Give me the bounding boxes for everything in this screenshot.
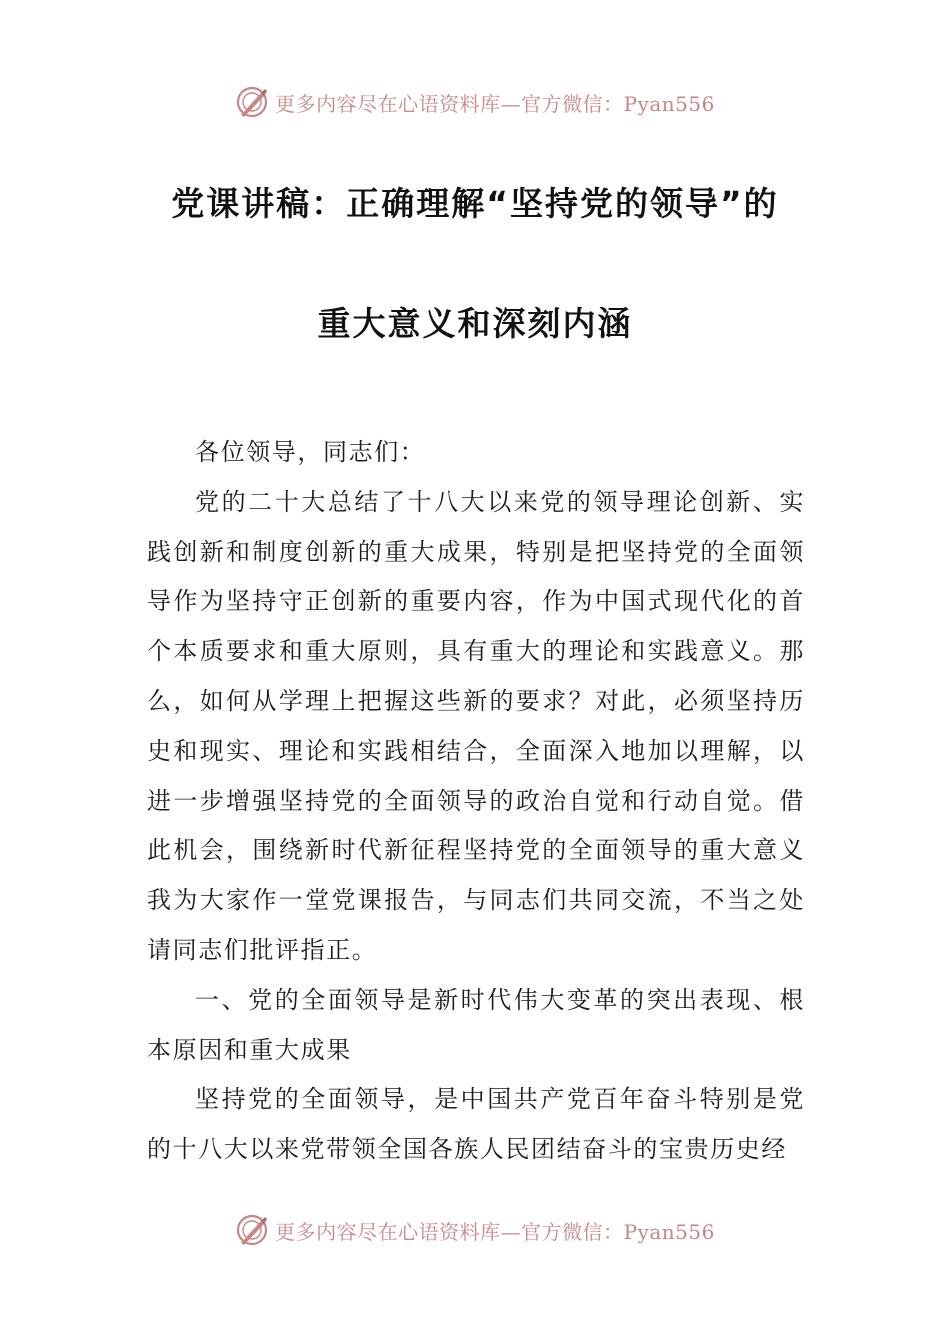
header-watermark [0, 82, 950, 122]
paragraph-greeting: 各位领导，同志们： [195, 438, 426, 466]
document-title-line-2: 重大意义和深刻内涵 [317, 304, 633, 343]
document-body [147, 428, 805, 1175]
footer-watermark-text: 更多内容尽在心语资料库—官方微信：Pyan556 [275, 1219, 715, 1244]
paragraph-section-1: 坚持党的全面领导，是中国共产党百年奋斗特别是党的十八大以来党带领全国各族人民团结奋斗的宝贵历史经 [147, 1085, 805, 1164]
paragraph-intro: 党的二十大总结了十八大以来党的领导理论创新、实践创新和制度创新的重大成果，特别是把坚持党的全面领导作为坚持守正创新的重要内容，作为中国式现代化的首个本质要求和重大原则，具有重大的理论和实践意义。那么，如何从学理上把握这些新的要求？对此，必须坚持历史和现实、理论和实践相结合，全面深入地加以理解，以进一步增强坚持党的全面领导的政治自觉和行动自觉。借此机会，围绕新时代新征程坚持党的全面领导的重大意义我为大家作一堂党课报告，与同志们共同交流，不当之处请同志们批评指正。 [147, 487, 805, 964]
section-heading-1: 一、党的全面领导是新时代伟大变革的突出表现、根本原因和重大成果 [147, 985, 805, 1064]
footer-watermark [0, 1210, 950, 1250]
header-watermark-text: 更多内容尽在心语资料库—官方微信：Pyan556 [275, 91, 715, 116]
pen-logo-icon [235, 1213, 269, 1247]
pen-logo-icon [235, 85, 269, 119]
document-title-line-1: 党课讲稿：正确理解“坚持党的领导”的 [171, 184, 779, 223]
